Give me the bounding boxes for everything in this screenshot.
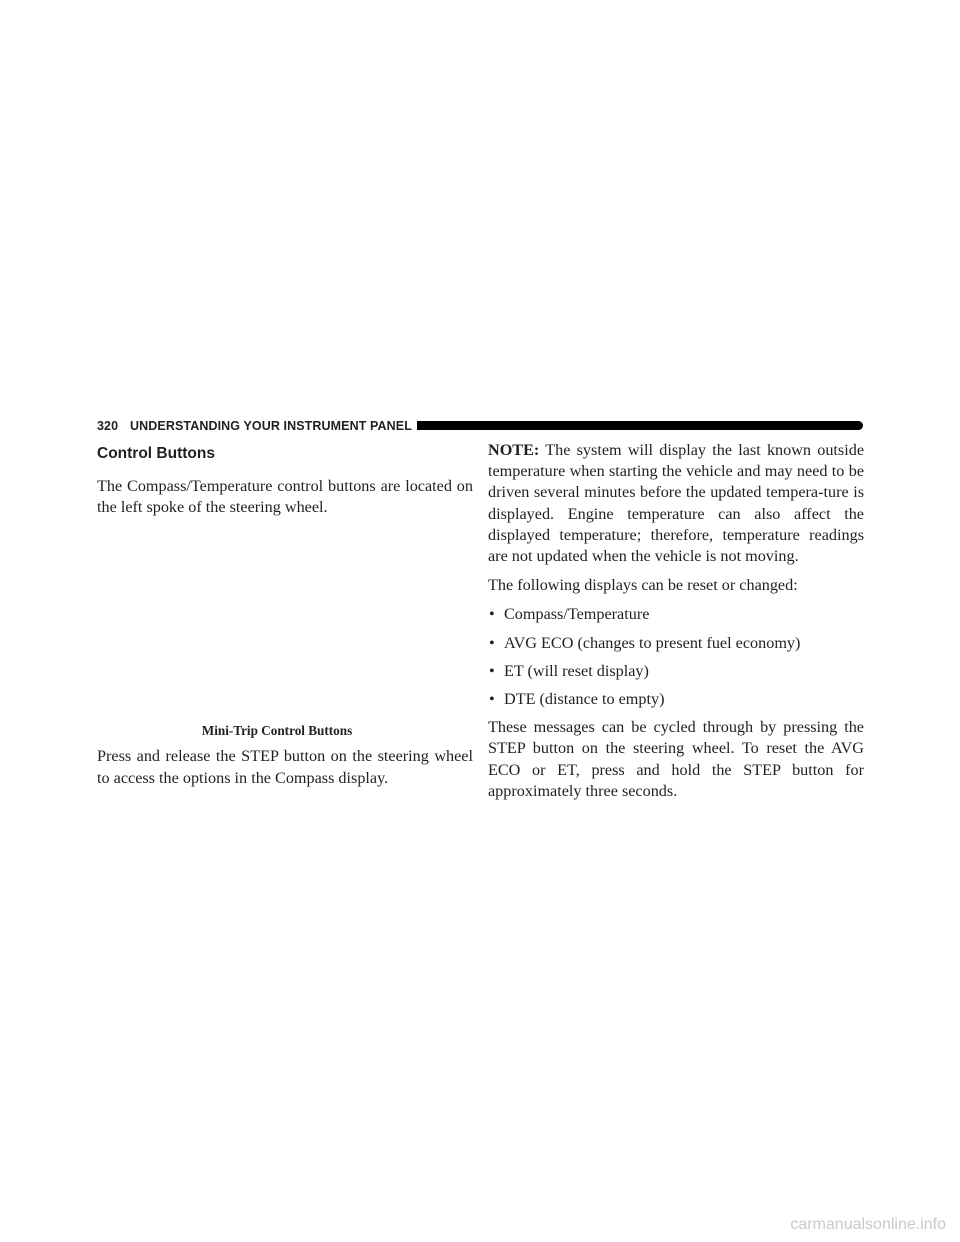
note-label: NOTE: [488,441,540,459]
cycle-messages-paragraph: These messages can be cycled through by pressing the STEP button on the steering wheel. To reset the AVG ECO or ET, press and hold the STEP button for approximately three seconds. [488,718,864,800]
display-list [488,604,864,710]
list-item: • DTE (distance to empty) [488,689,864,710]
list-item: • ET (will reset display) [488,661,864,682]
bullet-icon: • [489,661,495,680]
figure-area [97,518,473,740]
page-header [97,418,863,434]
page-number: 320 [97,419,119,433]
control-buttons-heading: Control Buttons [97,445,215,462]
bullet-icon: • [489,690,495,709]
section-title: UNDERSTANDING YOUR INSTRUMENT PANEL [130,419,412,433]
list-item: • Compass/Temperature [488,604,864,625]
bullet-icon: • [489,605,495,624]
list-item: • AVG ECO (changes to present fuel economy) [488,633,864,654]
watermark: carmanualsonline.info [790,1216,946,1233]
left-column [97,436,473,789]
bullet-icon: • [489,633,495,652]
header-rule [417,421,863,430]
intro-paragraph: The Compass/Temperature control buttons are located on the left spoke of the steering wheel. [97,477,473,517]
press-step-paragraph: Press and release the STEP button on the steering wheel to access the options in the Compass display. [97,747,473,787]
right-column [488,436,864,802]
figure-caption: Mini-Trip Control Buttons [201,723,353,739]
note-paragraph [488,440,864,567]
note-text: The system will display the last known outside temperature when starting the vehicle and may need to be driven several minutes before the updated tempera-ture is displayed. Engine temperature can also affect the displayed temperature; therefore, temperature readings are not updated when the vehicle is not moving. [488,441,865,566]
following-displays-paragraph: The following displays can be reset or changed: [488,576,798,595]
